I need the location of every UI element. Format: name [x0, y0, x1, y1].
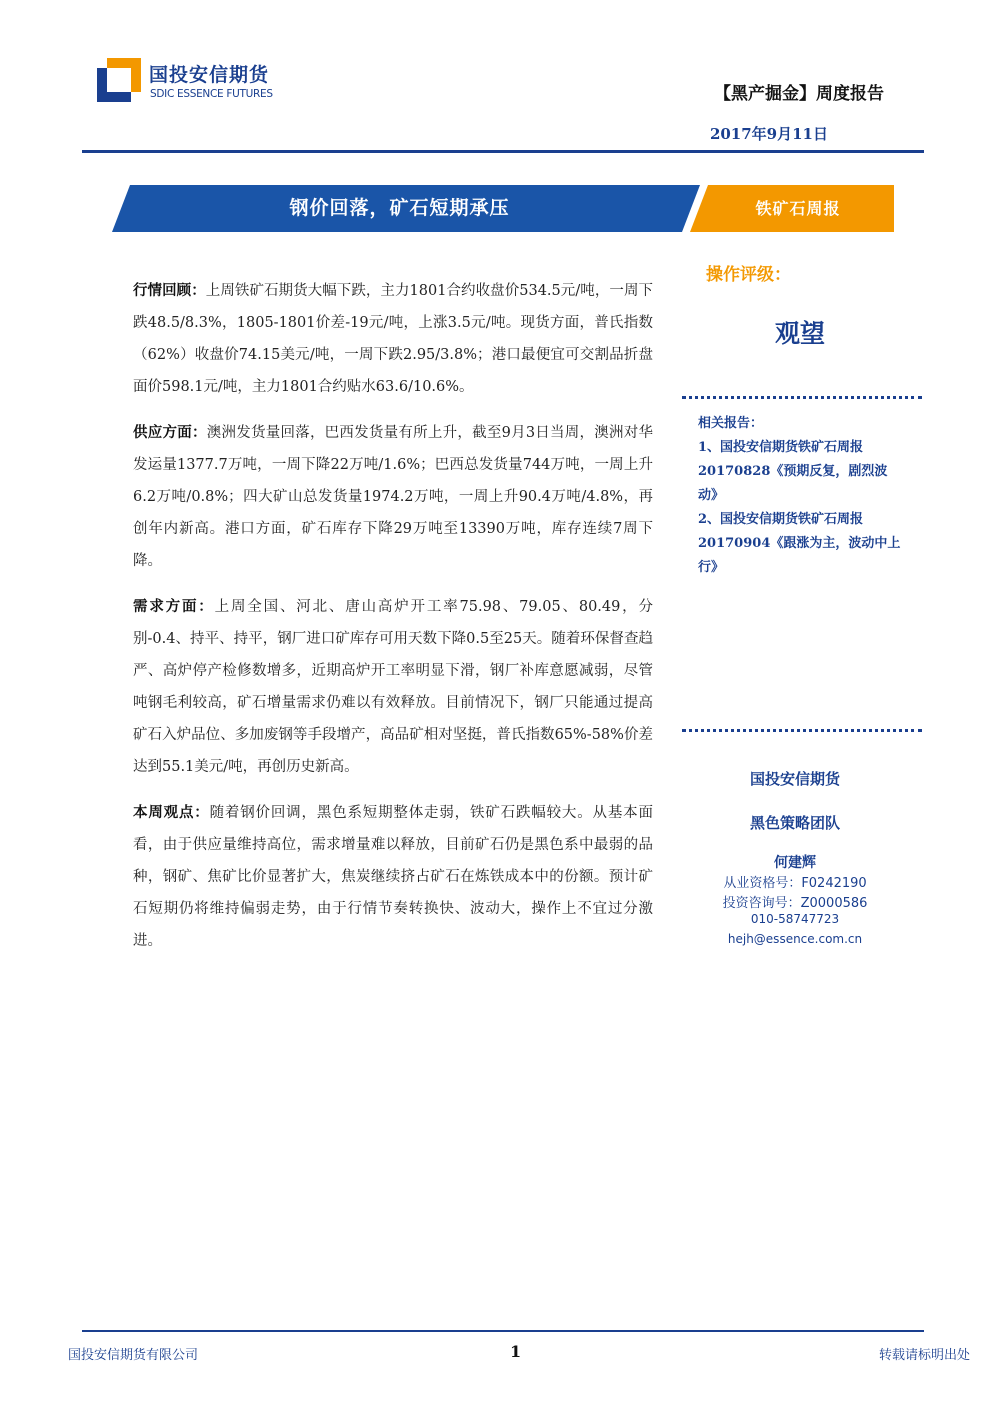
paragraph-lead: 行情回顾：: [133, 282, 206, 299]
logo-mark-icon: [97, 58, 141, 102]
analyst-email[interactable]: hejh@essence.com.cn: [727, 932, 863, 946]
paragraph-text: 上周铁矿石期货大幅下跌，主力1801合约收盘价534.5元/吨，一周下跌48.5/8.3%，1805-1801价差-19元/吨，上涨3.5元/吨。现货方面，普氏指数（62%）收盘价74.15美元/吨，一周下跌2.95/3.8%；港口最便宜可交割品折盘面价598.1元/吨，主力1801合约贴水63.6/10.6%。: [133, 283, 654, 395]
logo-text-en: SDIC ESSENCE FUTURES: [150, 88, 273, 100]
report-date: 2017年9月11日: [709, 125, 828, 143]
paragraph-lead: 本周观点：: [133, 804, 210, 821]
footer-divider: [82, 1330, 924, 1332]
footer-company: 国投安信期货有限公司: [68, 1348, 199, 1363]
related-report-item[interactable]: 2、国投安信期货铁矿石周报20170904《跟涨为主，波动中上行》: [698, 512, 901, 575]
page-number: 1: [510, 1342, 522, 1361]
sidebar-divider-top: [682, 396, 922, 399]
sidebar-divider-bottom: [682, 729, 922, 732]
related-reports: [698, 412, 906, 580]
analyst-phone: 010-58747723: [750, 912, 840, 926]
logo-text-cn: 国投安信期货: [149, 64, 270, 86]
analyst-info: [700, 768, 890, 952]
paragraph-weekly-view: [133, 797, 653, 957]
analyst-advisory-id: 投资咨询号：Z0000586: [722, 896, 868, 911]
paragraph-market-review: [133, 275, 653, 403]
title-banner: [112, 185, 894, 232]
paragraph-text: 澳洲发货量回落，巴西发货量有所上升，截至9月3日当周，澳洲对华发运量1377.7万吨，一周下降22万吨/1.6%；巴西总发货量744万吨，一周上升6.2万吨/0.8%；四大矿山总发货量1974.2万吨，一周上升90.4万吨/4.8%，再创年内新高。港口方面，矿石库存下降29万吨至13390万吨，库存连续7周下降。: [133, 425, 654, 569]
paragraph-text: 随着钢价回调，黑色系短期整体走弱，铁矿石跌幅较大。从基本面看，由于供应量维持高位，需求增量难以释放，目前矿石仍是黑色系中最弱的品种，钢矿、焦矿比价显著扩大，焦炭继续挤占矿石在炼铁成本中的份额。预计矿石短期仍将维持偏弱走势，由于行情节奏转换快、波动大，操作上不宜过分激进。: [133, 805, 654, 949]
report-series-title: 【黑产掘金】周度报告: [714, 84, 884, 104]
paragraph-lead: 需求方面：: [133, 598, 215, 615]
header-divider: [82, 150, 924, 153]
related-reports-title: 相关报告：: [698, 416, 764, 431]
paragraph-text: 上周全国、河北、唐山高炉开工率75.98、79.05、80.49，分别-0.4、持平、持平，钢厂进口矿库存可用天数下降0.5至25天。随着环保督查趋严、高炉停产检修数增多，近期高炉开工率明显下滑，钢厂补库意愿减弱，尽管吨钢毛利较高，矿石增量需求仍难以有效释放。目前情况下，钢厂只能通过提高矿石入炉品位、多加废钢等手段增产，高品矿相对坚挺，普氏指数65%-58%价差达到55.1美元/吨，再创历史新高。: [133, 599, 654, 775]
paragraph-demand: [133, 591, 653, 783]
report-category-tag: 铁矿石周报: [755, 199, 841, 218]
rating-label: 操作评级：: [706, 265, 791, 285]
report-title: 钢价回落，矿石短期承压: [289, 197, 510, 219]
company-logo: [97, 58, 297, 108]
related-report-item[interactable]: 1、国投安信期货铁矿石周报20170828《预期反复，剧烈波动》: [698, 440, 888, 503]
paragraph-lead: 供应方面：: [133, 424, 207, 441]
team-company: 国投安信期货: [749, 770, 840, 788]
rating-value: 观望: [774, 319, 825, 348]
team-name: 黑色策略团队: [749, 814, 840, 832]
analyst-license: 从业资格号：F0242190: [723, 876, 867, 891]
footer-notice: 转载请标明出处: [878, 1348, 970, 1363]
paragraph-supply: [133, 417, 653, 577]
analyst-name: 何建辉: [774, 855, 816, 871]
report-body: [133, 275, 653, 971]
